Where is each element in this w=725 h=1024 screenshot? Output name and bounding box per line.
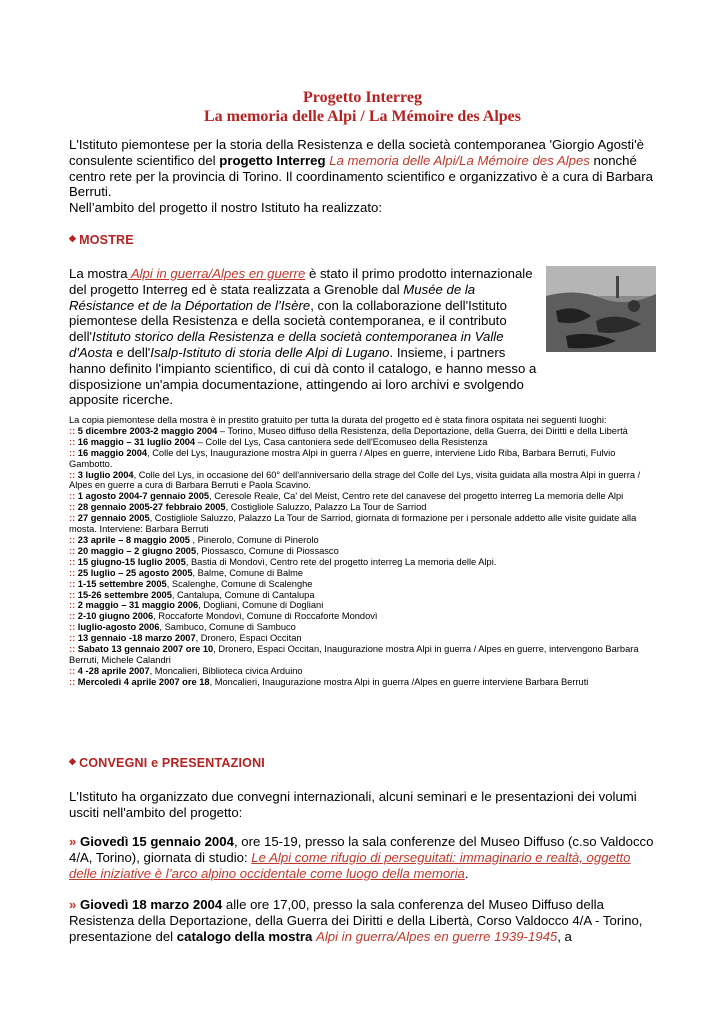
venue-note: La copia piemontese della mostra è in prestito gratuito per tutta la durata del progetto ed è stata finora ospitata nei seguenti luoghi:: [69, 415, 607, 425]
list-item: :: 2 maggio – 31 maggio 2006, Dogliani, Comune di Dogliani: [69, 600, 324, 611]
event-link[interactable]: Le Alpi come rifugio di perseguitati: immaginario e realtà, oggetto delle iniziative è l’arco alpino occidentale come luogo della memoria: [69, 849, 631, 881]
intro-text-3: Nell’ambito del progetto il nostro Istituto ha realizzato:: [69, 200, 382, 216]
list-item: :: 5 dicembre 2003-2 maggio 2004 – Torino, Museo diffuso della Resistenza, della Deportazione, della Guerra, dei Diritti e della Libertà: [69, 425, 628, 436]
list-item: :: 16 maggio – 31 luglio 2004 – Colle del Lys, Casa cantoniera sede dell'Ecomuseo della Resistenza: [69, 436, 488, 447]
intro-italic: La memoria delle Alpi/La Mémoire des Alpes: [329, 152, 590, 168]
venue-list: [69, 415, 661, 688]
list-item: :: 1 agosto 2004-7 gennaio 2005, Ceresole Reale, Ca' del Meist, Centro rete del canavese del progetto interreg La memoria delle Alpi: [69, 491, 624, 502]
list-item: :: 27 gennaio 2005, Costigliole Saluzzo, Palazzo La Tour de Sarriod, giornata di formazione per i personale addetto alle visite guidate alla mosta. Interviene: Barbara Berruti: [69, 513, 637, 535]
intro-text-2: nonché centro rete per la provincia di Torino. Il coordinamento scientifico e organizzativo è a cura di Barbara Berruti.: [69, 152, 653, 200]
mostre-text-a: La mostra: [69, 266, 128, 281]
arrow-icon: »: [69, 897, 77, 912]
list-item: :: 2-10 giugno 2006, Roccaforte Mondovì, Comune di Roccaforte Mondovì: [69, 611, 378, 622]
event-italic: Alpi in guerra/Alpes en guerre 1939-1945: [316, 928, 558, 944]
event-text: alle ore 17,00, presso la sala conferenza del Museo Diffuso della Resistenza della Deportazione, della Guerra dei Diritti e della Libertà, Corso Valdocco 4/A - Torino, presentazione del: [69, 897, 643, 944]
section-heading: CONVEGNI e PRESENTAZIONI: [79, 756, 265, 770]
mostre-musee: Musée de la Résistance et de la Déportation de l’Isère: [69, 281, 476, 313]
section-mostre: [69, 233, 134, 247]
section-convegni: [69, 756, 265, 770]
event-text: , ore 15-19, presso la sala conferenze del Museo Diffuso (c.so Valdocco 4/A, Torino), giornata di studio:: [69, 834, 654, 865]
war-photo: [546, 266, 656, 352]
page-subtitle: La memoria delle Alpi / La Mémoire des Alpes: [203, 108, 521, 125]
list-item: :: 13 gennaio -18 marzo 2007, Dronero, Espaci Occitan: [69, 633, 302, 644]
event-bold: catalogo della mostra: [176, 928, 313, 944]
section-heading: MOSTRE: [79, 233, 134, 247]
list-item: :: 25 luglio – 25 agosto 2005, Balme, Comune di Balme: [69, 567, 304, 578]
page-title: Progetto Interreg: [303, 89, 422, 106]
event-date: Giovedì 18 marzo 2004: [80, 897, 223, 912]
arrow-icon: »: [69, 834, 77, 849]
mostre-link[interactable]: Alpi in guerra/Alpes en guerre: [127, 266, 306, 281]
list-item: :: 23 aprile – 8 maggio 2005 , Pinerolo, Comune di Pinerolo: [69, 534, 319, 545]
mostre-text-e: . Insieme, i partners hanno definito l'impianto scientifico, di cui dà conto il catalogo, e hanno messo a disposizione un'ampia documentazione, attingendo ai loro archivi e svolgendo apposite ricerche.: [69, 344, 537, 408]
list-item: :: 15 giugno-15 luglio 2005, Bastia di Mondovì, Centro rete del progetto interreg La memoria delle Alpi.: [69, 556, 497, 567]
mostre-istituto: Istituto storico della Resistenza e della società contemporanea in Valle d'Aosta: [69, 329, 504, 360]
photo-image: [546, 266, 656, 352]
mostre-isalp: Isalp-Istituto di storia delle Alpi di Lugano: [150, 344, 390, 360]
convegni-intro: L'Istituto ha organizzato due convegni internazionali, alcuni seminari e le presentazioni dei volumi usciti nell'ambito del progetto:: [69, 789, 637, 820]
list-item: :: luglio-agosto 2006, Sambuco, Comune di Sambuco: [69, 622, 296, 633]
diamond-icon: ◆: [69, 233, 77, 243]
mostre-text-b: è stato il primo prodotto internazionale del progetto Interreg ed è stata realizzata a Grenoble dal: [69, 266, 533, 297]
mostre-text-c: , con la collaborazione dell'Istituto piemontese della Resistenza e della società contemporanea, e il contributo dell': [69, 297, 507, 345]
list-item: :: 16 maggio 2004, Colle del Lys, Inaugurazione mostra Alpi in guerra / Alpes en guerre, interviene Lido Riba, Barbara Berruti, Fulvio Gambotto.: [69, 447, 616, 469]
list-item: :: 3 luglio 2004, Colle del Lys, in occasione del 60° dell'anniversario della strage del Colle del Lys, visita guidata alla mostra Alpi in guerra / Alpes en guerre a cura di Barbara Berruti e Paola Scavino.: [69, 469, 641, 491]
list-item: :: 4 -28 aprile 2007, Moncalieri, Biblioteca civica Arduino: [69, 665, 303, 676]
event-1: » Giovedì 15 gennaio 2004, ore 15-19, presso la sala conferenze del Museo Diffuso (c.so Valdocco 4/A, Torino), giornata di studio: Le Alpi come rifugio di perseguitati: immaginario e realtà, oggetto delle iniziative è l’arco alpino occidentale come luogo della memoria.: [69, 834, 654, 881]
diamond-icon: ◆: [69, 756, 77, 766]
list-item: :: 20 maggio – 2 giugno 2005, Piossasco, Comune di Piossasco: [69, 545, 339, 556]
mostre-text-d: e dell': [112, 344, 151, 360]
list-item: :: 1-15 settembre 2005, Scalenghe, Comune di Scalenghe: [69, 578, 313, 589]
event-date: Giovedì 15 gennaio 2004: [80, 834, 234, 849]
intro-bold: progetto Interreg: [219, 152, 326, 168]
list-item: :: Mercoledì 4 aprile 2007 ore 18, Moncalieri, Inaugurazione mostra Alpi in guerra /Alpes en guerre interviene Barbara Berruti: [69, 676, 589, 687]
list-item: :: 28 gennaio 2005-27 febbraio 2005, Costigliole Saluzzo, Palazzo La Tour de Sarriod: [69, 502, 427, 513]
intro-text: L'Istituto piemontese per la storia della Resistenza e della società contemporanea 'Giorgio Agosti'è consulente scientifico del: [69, 137, 644, 168]
intro-paragraph: [69, 137, 661, 216]
event-2: » Giovedì 18 marzo 2004 alle ore 17,00, presso la sala conferenza del Museo Diffuso della Resistenza della Deportazione, della Guerra dei Diritti e della Libertà, Corso Valdocco 4/A - Torino, presentazione del catalogo della mostra Alpi in guerra/Alpes en guerre 1939-1945, a: [69, 897, 643, 944]
mostre-paragraph-top: [69, 266, 544, 408]
list-item: :: Sabato 13 gennaio 2007 ore 10, Dronero, Espaci Occitan, Inaugurazione mostra Alpi in guerra / Alpes en guerre, intervengono Barbara Berruti, Michele Calandri: [69, 644, 639, 665]
list-item: :: 15-26 settembre 2005, Cantalupa, Comune di Cantalupa: [69, 589, 315, 600]
